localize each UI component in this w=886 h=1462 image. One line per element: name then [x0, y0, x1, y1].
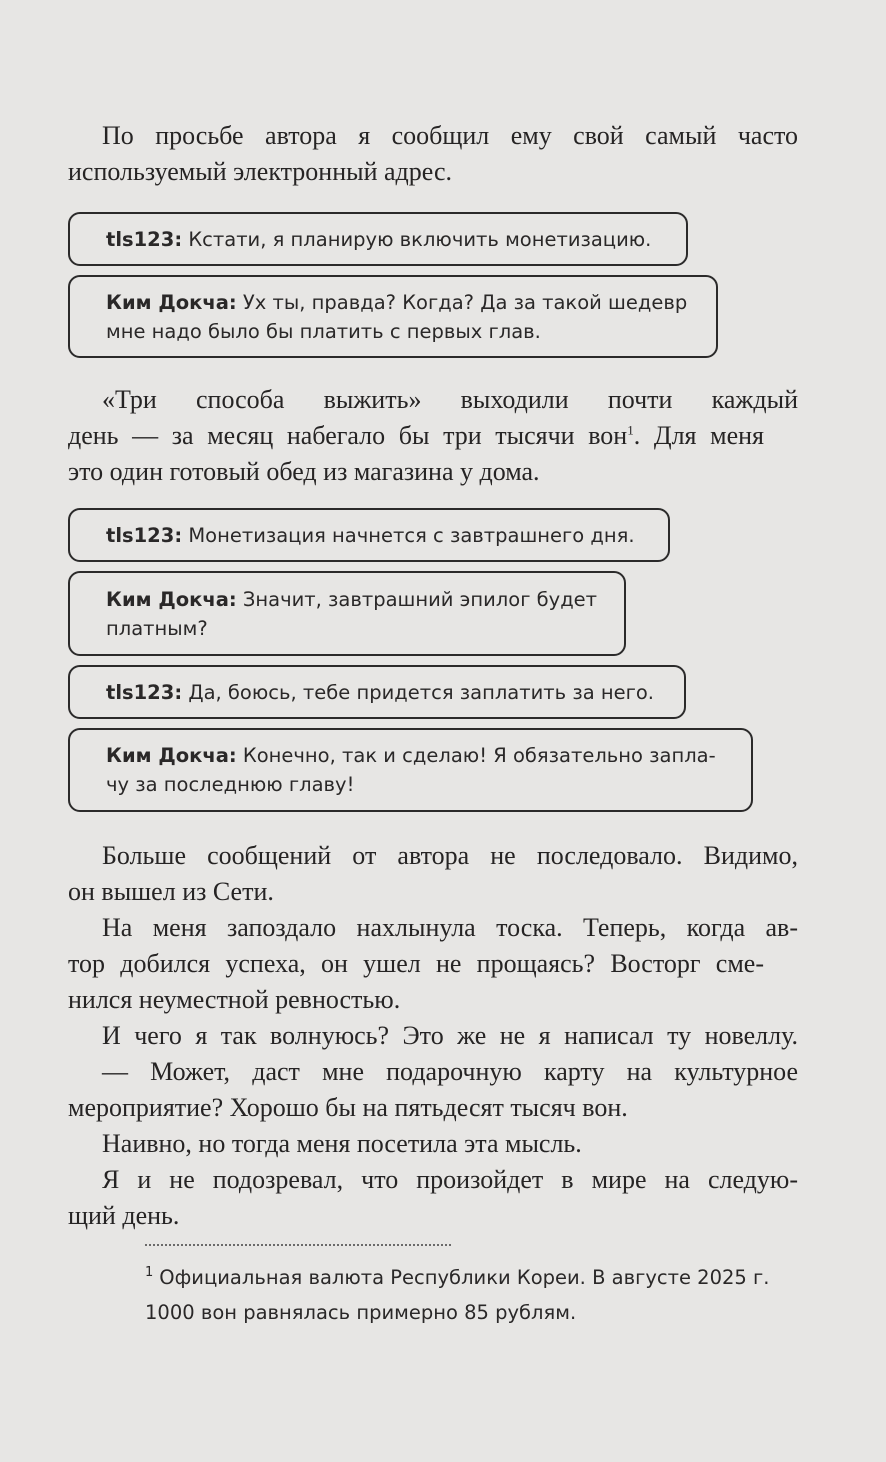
chat-bubble-3 — [68, 508, 670, 562]
chat-text: Кстати, я планирую включить монетизацию. — [188, 228, 652, 251]
paragraph-line: нился неуместной ревностью. — [68, 985, 401, 1014]
chat-speaker: Ким Докча: — [106, 744, 237, 767]
paragraph-line: Я и не подозревал, что произойдет в мире на следую- — [102, 1165, 798, 1194]
chat-bubble-1 — [68, 212, 688, 266]
chat-speaker: tls123: — [106, 681, 183, 704]
paragraph-8 — [68, 1162, 798, 1198]
chat-line — [106, 678, 662, 707]
chat-text: Да, боюсь, тебе придется заплатить за него. — [188, 681, 654, 704]
paragraph-6 — [68, 1054, 798, 1090]
paragraph-1-cont — [68, 154, 764, 190]
paragraph-line: тор добился успеха, он ушел не прощаясь? Восторг сме- — [68, 949, 764, 978]
paragraph-line: щий день. — [68, 1201, 180, 1230]
paragraph-5 — [68, 1018, 798, 1054]
paragraph-line: По просьбе автора я сообщил ему свой самый часто — [102, 121, 798, 150]
paragraph-4-cont — [68, 946, 764, 1018]
chat-speaker: Ким Докча: — [106, 291, 237, 314]
chat-speaker: Ким Докча: — [106, 588, 237, 611]
paragraph-text: . Для меня — [633, 421, 764, 450]
paragraph-3-cont — [68, 874, 764, 910]
paragraph-line: Наивно, но тогда меня посетила эта мысль. — [102, 1129, 582, 1158]
chat-bubble-6 — [68, 728, 753, 812]
footnote-text: Официальная валюта Республики Кореи. В августе 2025 г. — [159, 1266, 770, 1289]
paragraph-line: используемый электронный адрес. — [68, 157, 452, 186]
chat-bubble-5 — [68, 665, 686, 719]
paragraph-7 — [68, 1126, 798, 1162]
chat-text: Ух ты, правда? Когда? Да за такой шедевр — [242, 291, 688, 314]
paragraph-line: мероприятие? Хорошо бы на пятьдесят тысяч вон. — [68, 1093, 628, 1122]
paragraph-line — [68, 418, 764, 454]
chat-line — [106, 585, 602, 614]
chat-text: Конечно, так и сделаю! Я обязательно запла- — [242, 744, 716, 767]
paragraph-2 — [68, 382, 798, 418]
chat-speaker: tls123: — [106, 228, 183, 251]
chat-line — [106, 288, 694, 317]
paragraph-8-cont — [68, 1198, 764, 1234]
chat-bubble-2 — [68, 275, 718, 358]
paragraph-1 — [68, 118, 798, 154]
chat-text: мне надо было бы платить с первых глав. — [106, 320, 541, 343]
chat-text: платным? — [106, 617, 208, 640]
chat-line — [106, 521, 646, 550]
footnote — [145, 1262, 773, 1329]
footnote-line — [145, 1262, 773, 1297]
paragraph-line: это один готовый обед из магазина у дома. — [68, 457, 540, 486]
footnote-divider — [145, 1244, 451, 1246]
paragraph-line: «Три способа выжить» выходили почти каждый — [102, 385, 798, 414]
chat-text: Значит, завтрашний эпилог будет — [242, 588, 598, 611]
paragraph-line: — Может, даст мне подарочную карту на культурное — [102, 1057, 798, 1086]
paragraph-6-cont — [68, 1090, 764, 1126]
chat-speaker: tls123: — [106, 524, 183, 547]
footnote-reference[interactable]: 1 — [627, 422, 634, 438]
chat-text: Монетизация начнется с завтрашнего дня. — [188, 524, 635, 547]
paragraph-2-cont — [68, 418, 764, 490]
chat-bubble-4 — [68, 571, 626, 656]
paragraph-text: день — за месяц набегало бы три тысячи вон — [68, 421, 628, 450]
chat-text: чу за последнюю главу! — [106, 773, 355, 796]
chat-line — [106, 225, 664, 254]
paragraph-4 — [68, 910, 798, 946]
paragraph-line: На меня запоздало нахлынула тоска. Теперь, когда ав- — [102, 913, 798, 942]
paragraph-3 — [68, 838, 798, 874]
chat-line — [106, 741, 729, 770]
paragraph-line: И чего я так волнуюсь? Это же не я написал ту новеллу. — [102, 1021, 798, 1050]
footnote-text: 1000 вон равнялась примерно 85 рублям. — [145, 1301, 577, 1324]
paragraph-line: Больше сообщений от автора не последовало. Видимо, — [102, 841, 798, 870]
footnote-number: 1 — [145, 1265, 154, 1280]
paragraph-line: он вышел из Сети. — [68, 877, 274, 906]
